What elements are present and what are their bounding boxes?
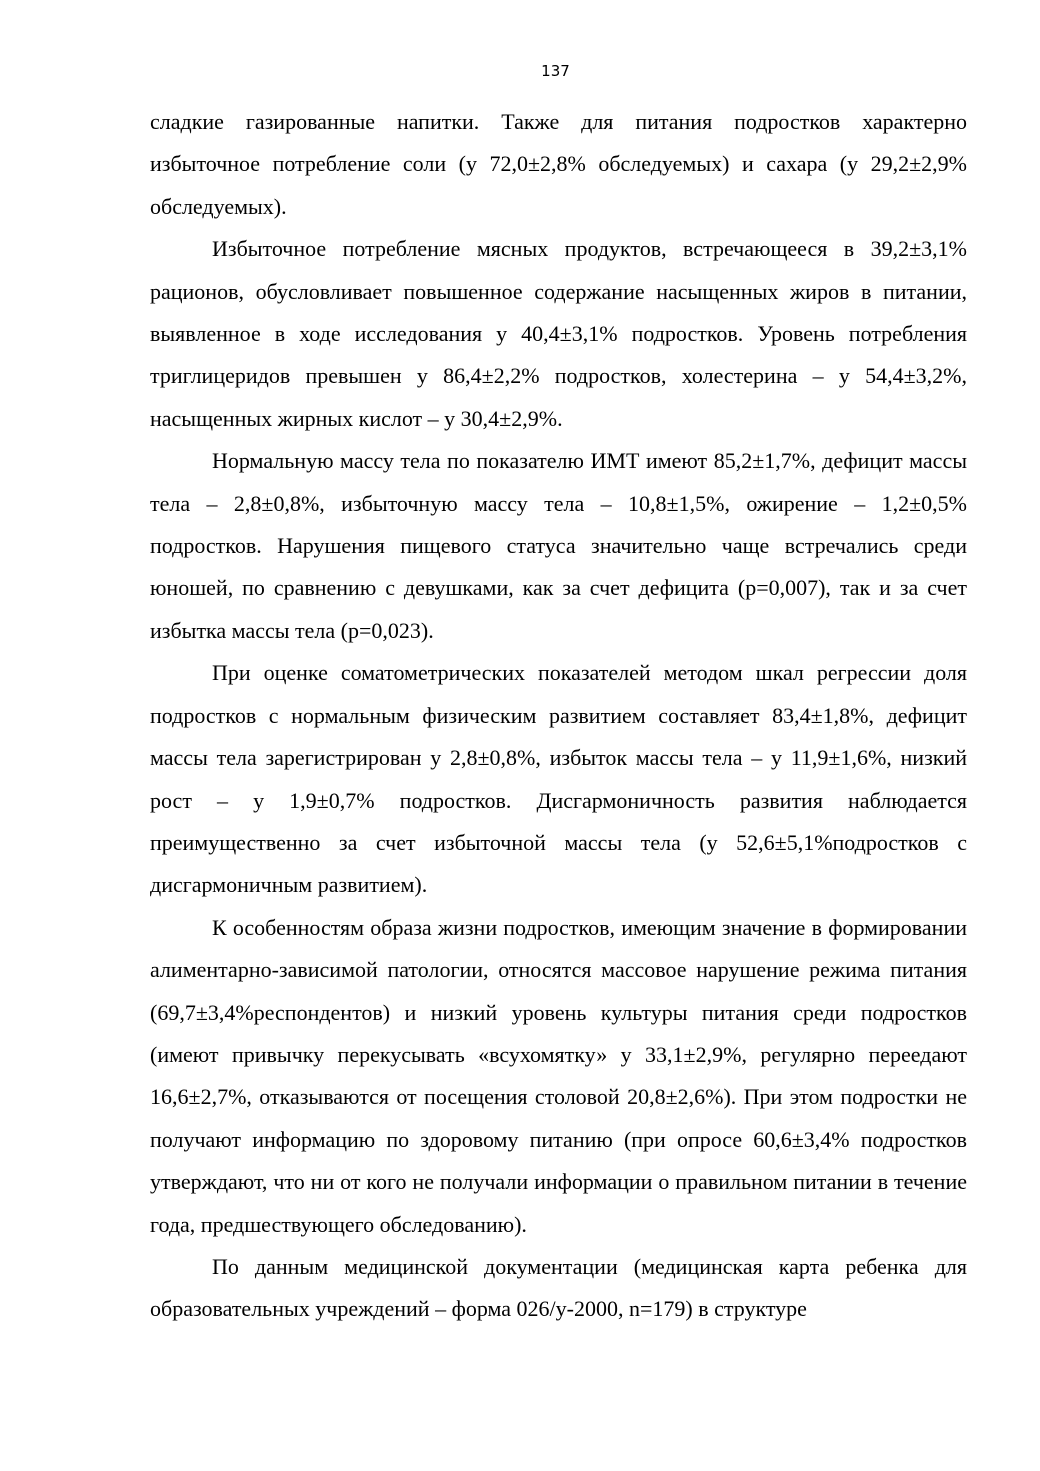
paragraph-5: К особенностям образа жизни подростков, имеющим значение в формировании алиментарно-зависимой патологии, относятся массовое нарушение режима питания (69,7±3,4%респондентов) и низкий уровень культуры питания среди подростков (имеют привычку перекусывать «всухомятку» у 33,1±2,9%, регулярно переедают 16,6±2,7%, отказываются от посещения столовой 20,8±2,6%). При этом подростки не получают информацию по здоровому питанию (при опросе 60,6±3,4% подростков утверждают, что ни от кого не получали информации о правильном питании в течение года, предшествующего обследованию). xyxy=(150,914,967,1237)
paragraph-1: сладкие газированные напитки. Также для питания подростков характерно избыточное потребление соли (у 72,0±2,8% обследуемых) и сахара (у 29,2±2,9% обследуемых). xyxy=(150,109,967,219)
paragraph-3: Нормальную массу тела по показателю ИМТ имеют 85,2±1,7%, дефицит массы тела – 2,8±0,8%, избыточную массу тела – 10,8±1,5%, ожирение – 1,2±0,5% подростков. Нарушения пищевого статуса значительно чаще встречались среди юношей, по сравнению с девушками, как за счет дефицита (p=0,007), так и за счет избытка массы тела (p=0,023). xyxy=(150,448,967,643)
paragraph-4: При оценке соматометрических показателей методом шкал регрессии доля подростков с нормальным физическим развитием составляет 83,4±1,8%, дефицит массы тела зарегистрирован у 2,8±0,8%, избыток массы тела – у 11,9±1,6%, низкий рост – у 1,9±0,7% подростков. Дисгармоничность развития наблюдается преимущественно за счет избыточной массы тела (у 52,6±5,1%подростков с дисгармоничным развитием). xyxy=(150,660,967,898)
body-text xyxy=(150,101,967,1331)
paragraph-6: По данным медицинской документации (медицинская карта ребенка для образовательных учреждений – форма 026/у-2000, n=179) в структуре xyxy=(150,1253,967,1322)
page-number: 137 xyxy=(541,62,570,80)
paragraph-2: Избыточное потребление мясных продуктов, встречающееся в 39,2±3,1% рационов, обусловливает повышенное содержание насыщенных жиров в питании, выявленное в ходе исследования у 40,4±3,1% подростков. Уровень потребления триглицеридов превышен у 86,4±2,2% подростков, холестерина – у 54,4±3,2%, насыщенных жирных кислот – у 30,4±2,9%. xyxy=(150,236,967,431)
